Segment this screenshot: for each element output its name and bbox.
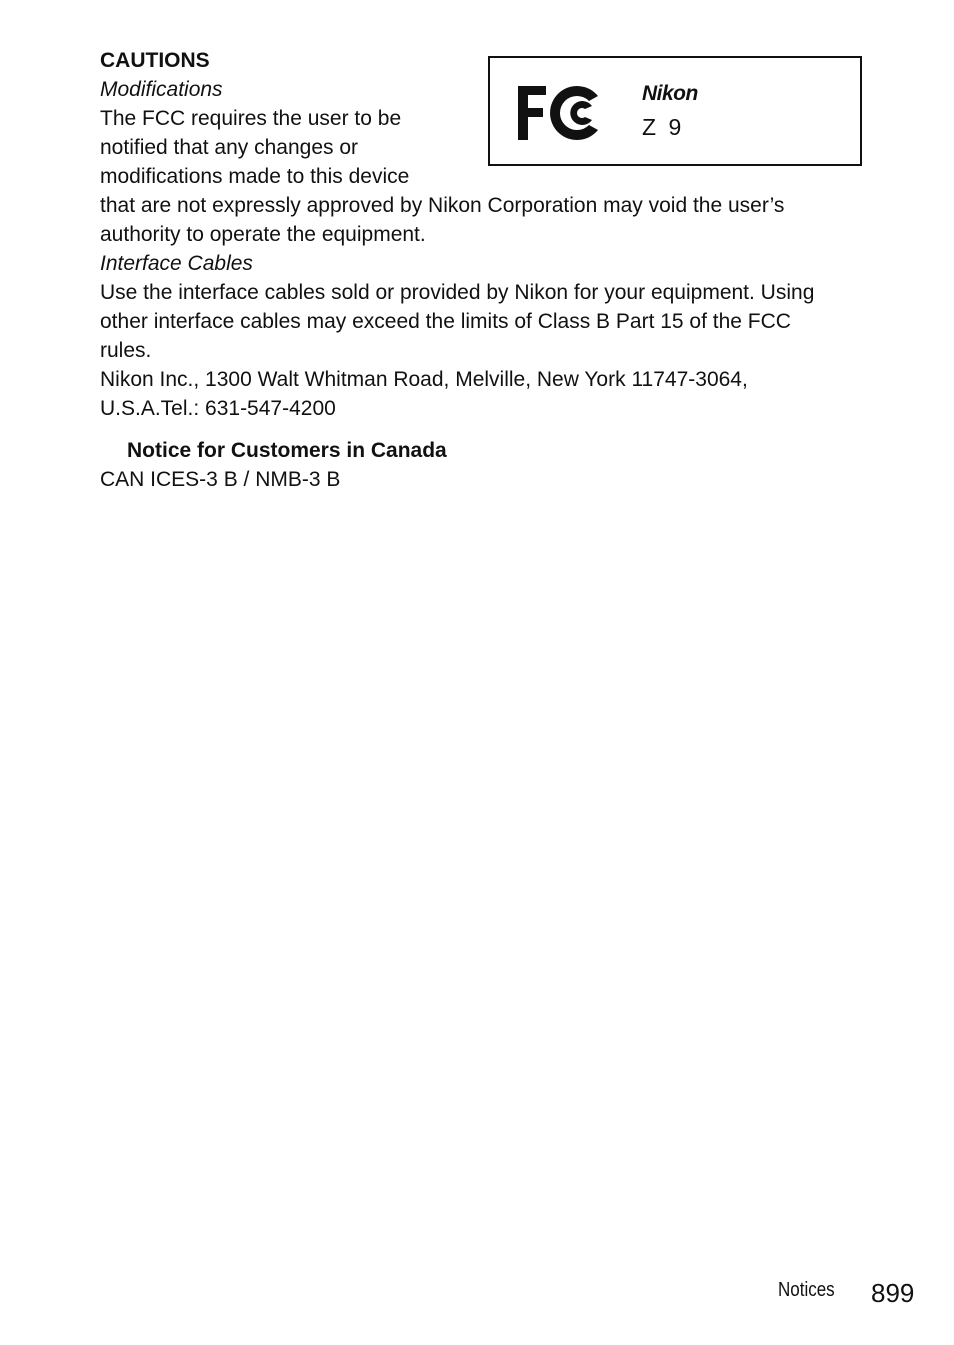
fcc-logo-icon: [516, 82, 600, 144]
cautions-heading: CAUTIONS: [100, 49, 210, 72]
address-line: Nikon Inc., 1300 Walt Whitman Road, Melville, New York 11747-3064,: [100, 368, 748, 391]
cables-line: other interface cables may exceed the limits of Class B Part 15 of the FCC: [100, 310, 791, 333]
canada-heading: Notice for Customers in Canada: [127, 439, 447, 462]
fcc-label-box: [488, 56, 862, 166]
footer-section-name: Notices: [778, 1279, 835, 1301]
modifications-line: notified that any changes or: [100, 136, 359, 159]
modifications-line: that are not expressly approved by Nikon Corporation may void the user’s: [100, 194, 785, 217]
camera-model: Z 9: [642, 114, 685, 140]
modifications-line: The FCC requires the user to be: [100, 107, 402, 130]
nikon-brand: Nikon: [642, 82, 698, 105]
cables-line: Use the interface cables sold or provided by Nikon for your equipment. Using: [100, 281, 815, 304]
canada-text: CAN ICES-3 B / NMB-3 B: [100, 468, 341, 491]
modifications-line: authority to operate the equipment.: [100, 223, 426, 246]
modifications-line: modifications made to this device: [100, 165, 410, 188]
modifications-title: Modifications: [100, 78, 223, 101]
address-line: U.S.A.Tel.: 631-547-4200: [100, 397, 336, 420]
cables-line: rules.: [100, 339, 152, 362]
interface-cables-title: Interface Cables: [100, 252, 253, 275]
page-number: 899: [871, 1278, 915, 1308]
